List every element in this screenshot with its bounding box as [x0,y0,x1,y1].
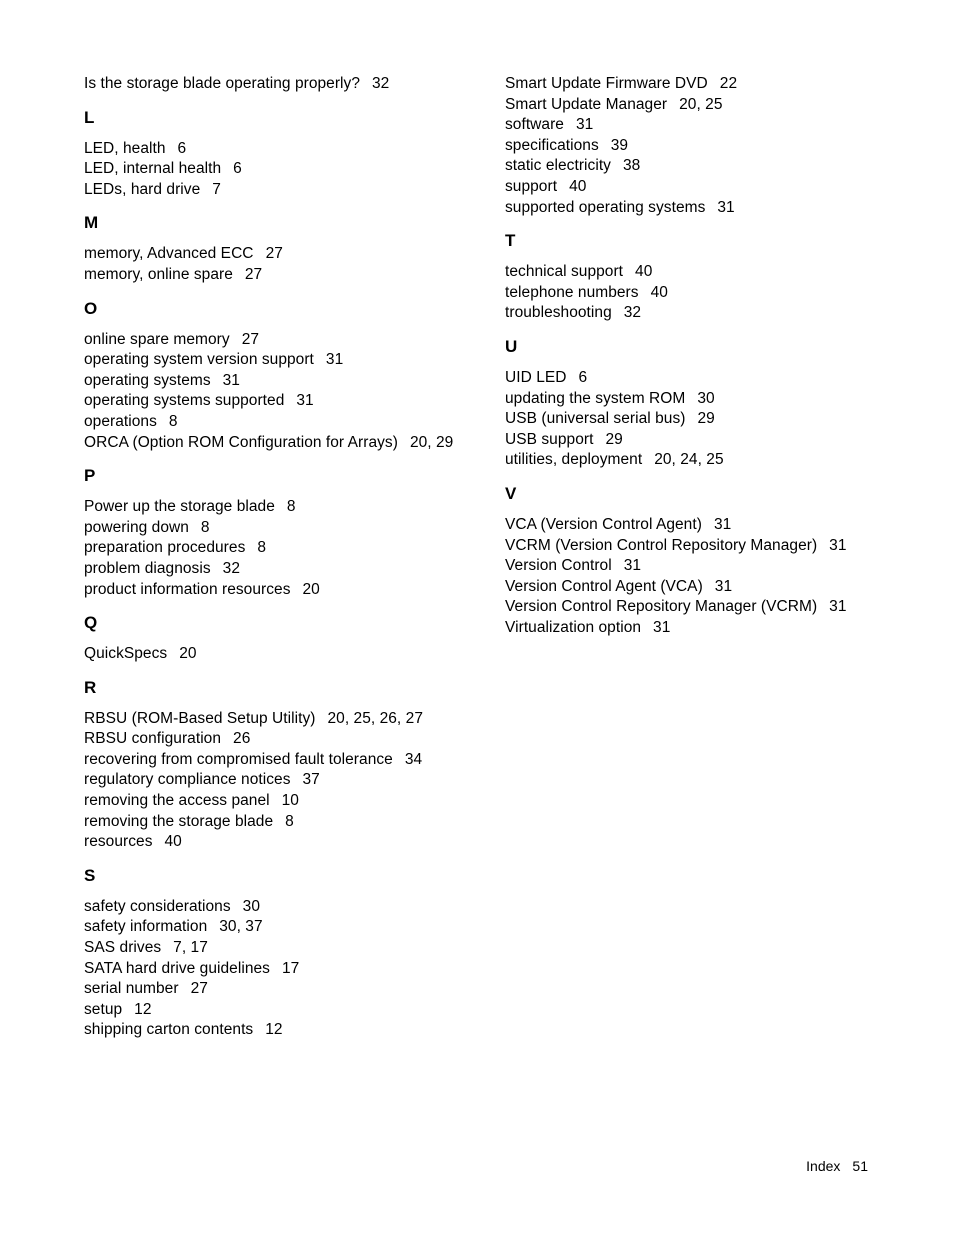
index-term: regulatory compliance notices [84,771,291,789]
index-entry [84,371,454,392]
index-entry [84,832,454,853]
index-page-ref[interactable]: 8 [285,812,294,830]
index-page-ref[interactable]: 10 [281,792,299,810]
index-term: LEDs, hard drive [84,180,201,198]
index-page-ref[interactable]: 27 [190,980,208,998]
index-page-ref[interactable]: 31 [829,598,847,616]
index-page-ref[interactable]: 27 [241,330,260,348]
index-term: operations [84,412,157,430]
index-term: VCRM (Version Control Repository Manager) [505,536,818,554]
index-page-ref[interactable]: 8 [168,412,178,430]
footer-label: Index [806,1158,841,1174]
index-page-ref[interactable]: 31 [296,392,314,410]
index-term: shipping carton contents [84,1021,254,1039]
index-entry [505,368,875,389]
index-section-letter: O [84,298,98,318]
index-page-ref[interactable]: 7, 17 [173,939,208,957]
index-entry [84,350,454,371]
index-term: operating systems [84,371,211,389]
index-page-ref[interactable]: 32 [623,304,642,322]
index-entry [84,897,454,918]
index-term: updating the system ROM [505,389,686,407]
index-page-ref[interactable]: 27 [265,245,283,263]
index-entry [505,115,875,136]
index-term: safety information [84,918,208,936]
index-entry [84,391,454,412]
index-term: SAS drives [84,939,162,957]
index-entry [84,729,454,750]
index-entry [505,409,875,430]
index-page-ref[interactable]: 32 [372,75,390,92]
index-term: resources [84,833,153,851]
index-page-ref[interactable]: 40 [164,833,182,851]
footer-page-number: 51 [852,1158,868,1174]
index-term: memory, online spare [84,265,233,283]
index-term: support [505,177,558,195]
index-entry [505,556,875,577]
index-term: supported operating systems [505,198,706,216]
index-entry [84,497,454,518]
index-page-ref[interactable]: 38 [622,157,641,175]
index-entry [84,559,454,580]
index-entry [505,389,875,410]
index-term: powering down [84,518,189,536]
index-page-ref[interactable]: 8 [286,498,296,516]
index-term: removing the storage blade [84,812,274,830]
index-page-ref[interactable]: 30, 37 [219,918,263,936]
index-term: serial number [84,980,179,998]
index-entry [84,1000,454,1021]
index-page-ref[interactable]: 26 [233,730,251,748]
index-entry [84,979,454,1000]
index-entry [84,74,454,95]
index-entry [84,812,454,833]
index-page-ref[interactable]: 22 [719,75,738,92]
index-entry [84,139,454,160]
index-page-ref[interactable]: 29 [697,410,715,428]
index-term: problem diagnosis [84,559,211,577]
index-term: software [505,116,564,134]
index-left-column [84,74,454,1041]
index-term: safety considerations [84,897,231,915]
index-page-ref[interactable]: 39 [610,136,629,154]
index-term: troubleshooting [505,304,612,322]
index-term: operating system version support [84,351,314,369]
index-page-ref[interactable]: 20, 29 [409,433,454,451]
index-term: RBSU (ROM-Based Setup Utility) [84,709,316,727]
index-term: RBSU configuration [84,730,222,748]
index-entry [505,177,875,198]
index-page-ref[interactable]: 20, 25, 26, 27 [327,709,423,727]
index-term: LED, internal health [84,160,222,178]
index-page-ref[interactable]: 20 [179,645,197,663]
index-page-ref[interactable]: 17 [281,959,300,977]
index-page-ref[interactable]: 31 [714,577,733,595]
index-entry [84,791,454,812]
index-entry [505,136,875,157]
index-entry [84,518,454,539]
index-term: Version Control Repository Manager (VCRM) [505,598,818,616]
index-section-letter: P [84,466,96,486]
index-term: Virtualization option [505,618,642,636]
index-page-ref[interactable]: 40 [569,177,587,195]
page-footer [806,1158,868,1174]
index-right-column [505,74,875,638]
index-entry [84,938,454,959]
index-term: UID LED [505,368,567,386]
index-entry [505,450,875,471]
index-entry [84,1020,454,1041]
index-page-ref[interactable]: 40 [635,263,653,281]
index-term: USB support [505,430,594,448]
index-page-ref[interactable]: 31 [653,618,671,636]
index-entry [505,198,875,219]
index-page-ref[interactable]: 6 [177,139,187,157]
index-entry [84,412,454,433]
index-page-ref[interactable]: 20, 25 [679,95,723,113]
index-term: memory, Advanced ECC [84,245,254,263]
index-section-letter: S [84,865,96,885]
index-term: Version Control Agent (VCA) [505,577,703,595]
index-section-letter: R [84,677,97,697]
index-term: USB (universal serial bus) [505,410,686,428]
index-page-ref[interactable]: 31 [717,198,735,216]
index-page-ref[interactable]: 8 [257,539,267,557]
index-page-ref[interactable]: 31 [829,536,847,554]
index-page-ref[interactable]: 31 [575,116,594,134]
index-entry [505,74,875,95]
index-section-letter: U [505,336,518,356]
index-term: technical support [505,263,624,281]
index-entry [505,430,875,451]
index-page-ref[interactable]: 6 [578,368,588,386]
index-term: LED, health [84,139,166,157]
index-entry [84,709,454,730]
index-term: online spare memory [84,330,230,348]
index-entry [84,433,472,454]
index-entry [505,597,875,618]
index-entry [84,330,454,351]
index-term: setup [84,1000,123,1018]
index-entry [505,283,875,304]
index-term: recovering from compromised fault tolerance [84,750,393,768]
index-entry [505,536,875,557]
index-entry [84,244,454,265]
index-page-ref[interactable]: 37 [302,771,320,789]
index-term: telephone numbers [505,283,639,301]
index-term: VCA (Version Control Agent) [505,515,702,533]
index-section-letter: T [505,231,516,251]
index-page-ref[interactable]: 30 [242,897,261,915]
index-entry [84,159,454,180]
index-entry [505,577,875,598]
index-entry [505,262,875,283]
index-entry [505,618,875,639]
index-page-ref[interactable]: 31 [623,557,642,575]
index-term: Power up the storage blade [84,498,275,516]
index-page-ref[interactable]: 31 [325,351,344,369]
index-entry [84,538,454,559]
index-term: ORCA (Option ROM Configuration for Arrays) [84,433,398,451]
index-term: product information resources [84,580,291,598]
index-entry [505,303,875,324]
index-page-ref[interactable]: 32 [222,559,240,577]
index-section-letter: Q [84,613,98,633]
index-page-ref[interactable]: 20, 24, 25 [654,451,724,469]
index-page-ref[interactable]: 12 [265,1021,283,1039]
index-term: utilities, deployment [505,451,643,469]
index-term: operating systems supported [84,392,285,410]
index-section-letter: M [84,213,99,233]
index-page-ref[interactable]: 29 [605,430,623,448]
index-page-ref[interactable]: 34 [404,750,423,768]
index-page-ref[interactable]: 31 [222,371,240,389]
index-entry [84,917,454,938]
index-page-ref[interactable]: 31 [713,515,732,533]
index-entry [84,959,454,980]
index-entry [84,770,454,791]
index-term: Version Control [505,557,612,575]
index-section-letter: V [505,483,517,503]
index-entry [84,644,454,665]
index-term: QuickSpecs [84,645,168,663]
index-entry [505,515,875,536]
index-term: Smart Update Manager [505,95,668,113]
index-entry [505,95,875,116]
index-page-ref[interactable]: 27 [244,265,263,283]
index-page-ref[interactable]: 7 [212,180,221,198]
index-term: preparation procedures [84,539,246,557]
index-page-ref[interactable]: 40 [650,283,668,301]
index-term: SATA hard drive guidelines [84,959,270,977]
index-page-ref[interactable]: 20 [302,580,320,598]
index-term: Smart Update Firmware DVD [505,75,708,92]
index-term: specifications [505,136,599,154]
index-term: static electricity [505,157,611,175]
index-entry [84,580,454,601]
index-page-ref[interactable]: 6 [233,160,242,178]
index-entry [84,265,454,286]
index-entry [505,156,875,177]
index-term: removing the access panel [84,792,270,810]
index-page-ref[interactable]: 30 [697,389,715,407]
index-term: Is the storage blade operating properly? [84,75,361,92]
index-entry [84,750,454,771]
index-entry [84,180,454,201]
index-page-ref[interactable]: 12 [134,1000,152,1018]
index-section-letter: L [84,107,95,127]
index-page-ref[interactable]: 8 [200,518,210,536]
